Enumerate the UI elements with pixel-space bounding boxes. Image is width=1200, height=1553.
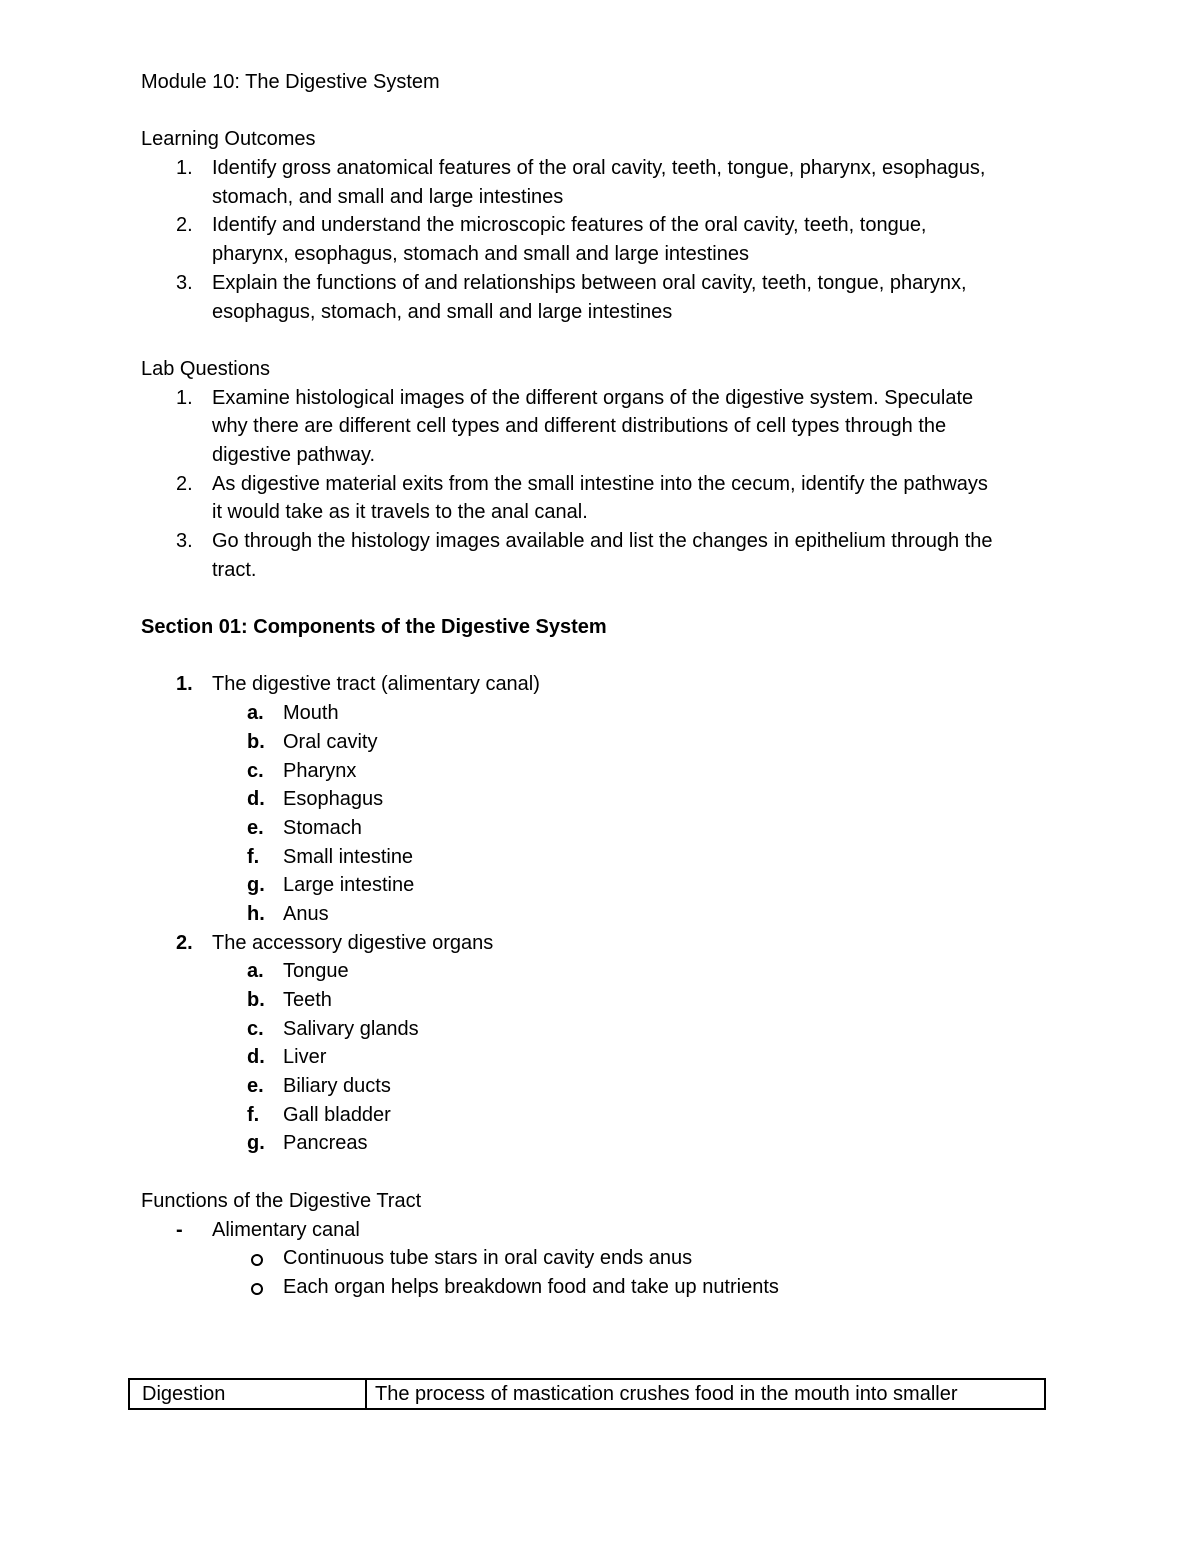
- list-letter: a.: [247, 960, 264, 983]
- sub-list-item: [141, 1072, 1071, 1101]
- list-item-line: Identify gross anatomical features of the oral cavity, teeth, tongue, pharynx, esophagus,: [212, 157, 986, 180]
- functions-heading: Functions of the Digestive Tract: [141, 1189, 422, 1212]
- lab-questions-list: [141, 384, 1071, 585]
- circle-bullet-icon: [251, 1283, 263, 1295]
- list-item-line: As digestive material exits from the small intestine into the cecum, identify the pathways: [212, 472, 988, 495]
- list-item: [141, 384, 1071, 470]
- list-number: 2.: [176, 931, 193, 954]
- sub-list-item-text: Tongue: [283, 960, 349, 983]
- sub-list-item-text: Biliary ducts: [283, 1075, 391, 1098]
- list-number: 1.: [176, 386, 193, 409]
- list-number: 1.: [176, 673, 193, 696]
- list-item-label: The digestive tract (alimentary canal): [212, 673, 540, 696]
- list-letter: b.: [247, 989, 265, 1011]
- sub-list-item: [141, 1101, 1071, 1130]
- spacer: [141, 584, 1071, 613]
- sub-list-item-text: Pancreas: [283, 1132, 368, 1155]
- learning-outcomes-heading: Learning Outcomes: [141, 128, 316, 151]
- spacer: [141, 97, 1071, 126]
- list-item-line: stomach, and small and large intestines: [212, 185, 564, 208]
- bullet-list-item: [141, 1273, 1071, 1302]
- list-item-line: tract.: [212, 558, 257, 581]
- list-item: [141, 670, 1071, 699]
- sub-list-item-text: Oral cavity: [283, 730, 378, 753]
- list-number: 3.: [176, 271, 193, 294]
- list-letter: a.: [247, 702, 264, 725]
- sub-list-item: [141, 1015, 1071, 1044]
- list-item-line: why there are different cell types and different distributions of cell types through the: [212, 415, 947, 438]
- list-letter: g.: [247, 1132, 265, 1155]
- list-item: [141, 527, 1071, 584]
- sub-list-item-text: Teeth: [283, 989, 332, 1011]
- list-number: 3.: [176, 530, 193, 552]
- spacer: [141, 326, 1071, 355]
- spacer: [141, 1158, 1071, 1187]
- list-letter: f.: [247, 1103, 260, 1126]
- list-letter: g.: [247, 874, 265, 897]
- sub-list-item: [141, 699, 1071, 728]
- sub-list-item-text: Mouth: [283, 702, 339, 725]
- list-item-line: esophagus, stomach, and small and large intestines: [212, 300, 673, 323]
- list-letter: e.: [247, 816, 264, 839]
- list-letter: d.: [247, 788, 265, 811]
- list-item-line: Go through the histology images available and list the changes in epithelium through the: [212, 530, 993, 552]
- sub-list-item: [141, 957, 1071, 986]
- list-letter: b.: [247, 730, 265, 753]
- components-list: [141, 670, 1071, 1158]
- list-number: 2.: [176, 214, 193, 237]
- sub-list-item-text: Stomach: [283, 816, 362, 839]
- bullet-list-item-text: Continuous tube stars in oral cavity ends anus: [283, 1247, 693, 1270]
- list-item-label: The accessory digestive organs: [212, 931, 494, 954]
- circle-bullet-icon: [251, 1254, 263, 1266]
- document-title: Module 10: The Digestive System: [141, 71, 440, 93]
- sub-list-item: [141, 1129, 1071, 1158]
- sub-list-item: [141, 843, 1071, 872]
- sub-list-item: [141, 785, 1071, 814]
- list-letter: c.: [247, 1017, 264, 1040]
- dash-marker: -: [176, 1218, 183, 1241]
- list-letter: f.: [247, 845, 260, 868]
- spacer: [141, 642, 1071, 671]
- sub-list-item-text: Salivary glands: [283, 1017, 419, 1040]
- sub-list-item-text: Pharynx: [283, 759, 357, 782]
- list-item: [141, 269, 1071, 326]
- list-letter: e.: [247, 1075, 264, 1098]
- sub-list-item: [141, 814, 1071, 843]
- definition-table-row: [128, 1378, 1046, 1410]
- section-heading: Section 01: Components of the Digestive System: [141, 616, 607, 639]
- list-item-line: Explain the functions of and relationships between oral cavity, teeth, tongue, pharynx,: [212, 271, 967, 294]
- sub-list-item: [141, 757, 1071, 786]
- table-cell-definition: The process of mastication crushes food in the mouth into smaller: [375, 1383, 958, 1405]
- bullet-list-item-text: Each organ helps breakdown food and take up nutrients: [283, 1275, 779, 1298]
- sub-list-item-text: Small intestine: [283, 845, 414, 868]
- list-item-line: Examine histological images of the different organs of the digestive system. Speculate: [212, 386, 974, 409]
- list-number: 2.: [176, 472, 193, 495]
- bullet-list-item: [141, 1244, 1071, 1273]
- document-body: [141, 68, 1071, 1302]
- sub-list-item-text: Liver: [283, 1046, 327, 1069]
- sub-list-item-text: Gall bladder: [283, 1103, 391, 1126]
- list-item: [141, 211, 1071, 268]
- list-item-line: digestive pathway.: [212, 443, 376, 466]
- dash-list-item-text: Alimentary canal: [212, 1218, 360, 1241]
- list-letter: c.: [247, 759, 264, 782]
- list-item-line: Identify and understand the microscopic features of the oral cavity, teeth, tongue,: [212, 214, 927, 237]
- list-letter: d.: [247, 1046, 265, 1069]
- list-item-line: it would take as it travels to the anal canal.: [212, 501, 588, 524]
- sub-list-item: [141, 900, 1071, 929]
- table-cell-term: Digestion: [130, 1380, 367, 1408]
- sub-list-item-text: Anus: [283, 902, 329, 925]
- sub-list-item: [141, 728, 1071, 757]
- sub-list-item-text: Large intestine: [283, 874, 415, 897]
- list-item: [141, 470, 1071, 527]
- list-letter: h.: [247, 902, 265, 925]
- list-item: [141, 929, 1071, 958]
- sub-list-item: [141, 986, 1071, 1015]
- sub-list-item: [141, 1043, 1071, 1072]
- learning-outcomes-list: [141, 154, 1071, 326]
- dash-list-item: [141, 1216, 1071, 1245]
- lab-questions-heading: Lab Questions: [141, 357, 270, 380]
- list-item-line: pharynx, esophagus, stomach and small and large intestines: [212, 243, 749, 266]
- list-number: 1.: [176, 157, 193, 180]
- list-item: [141, 154, 1071, 211]
- sub-list-item-text: Esophagus: [283, 788, 384, 811]
- sub-list-item: [141, 871, 1071, 900]
